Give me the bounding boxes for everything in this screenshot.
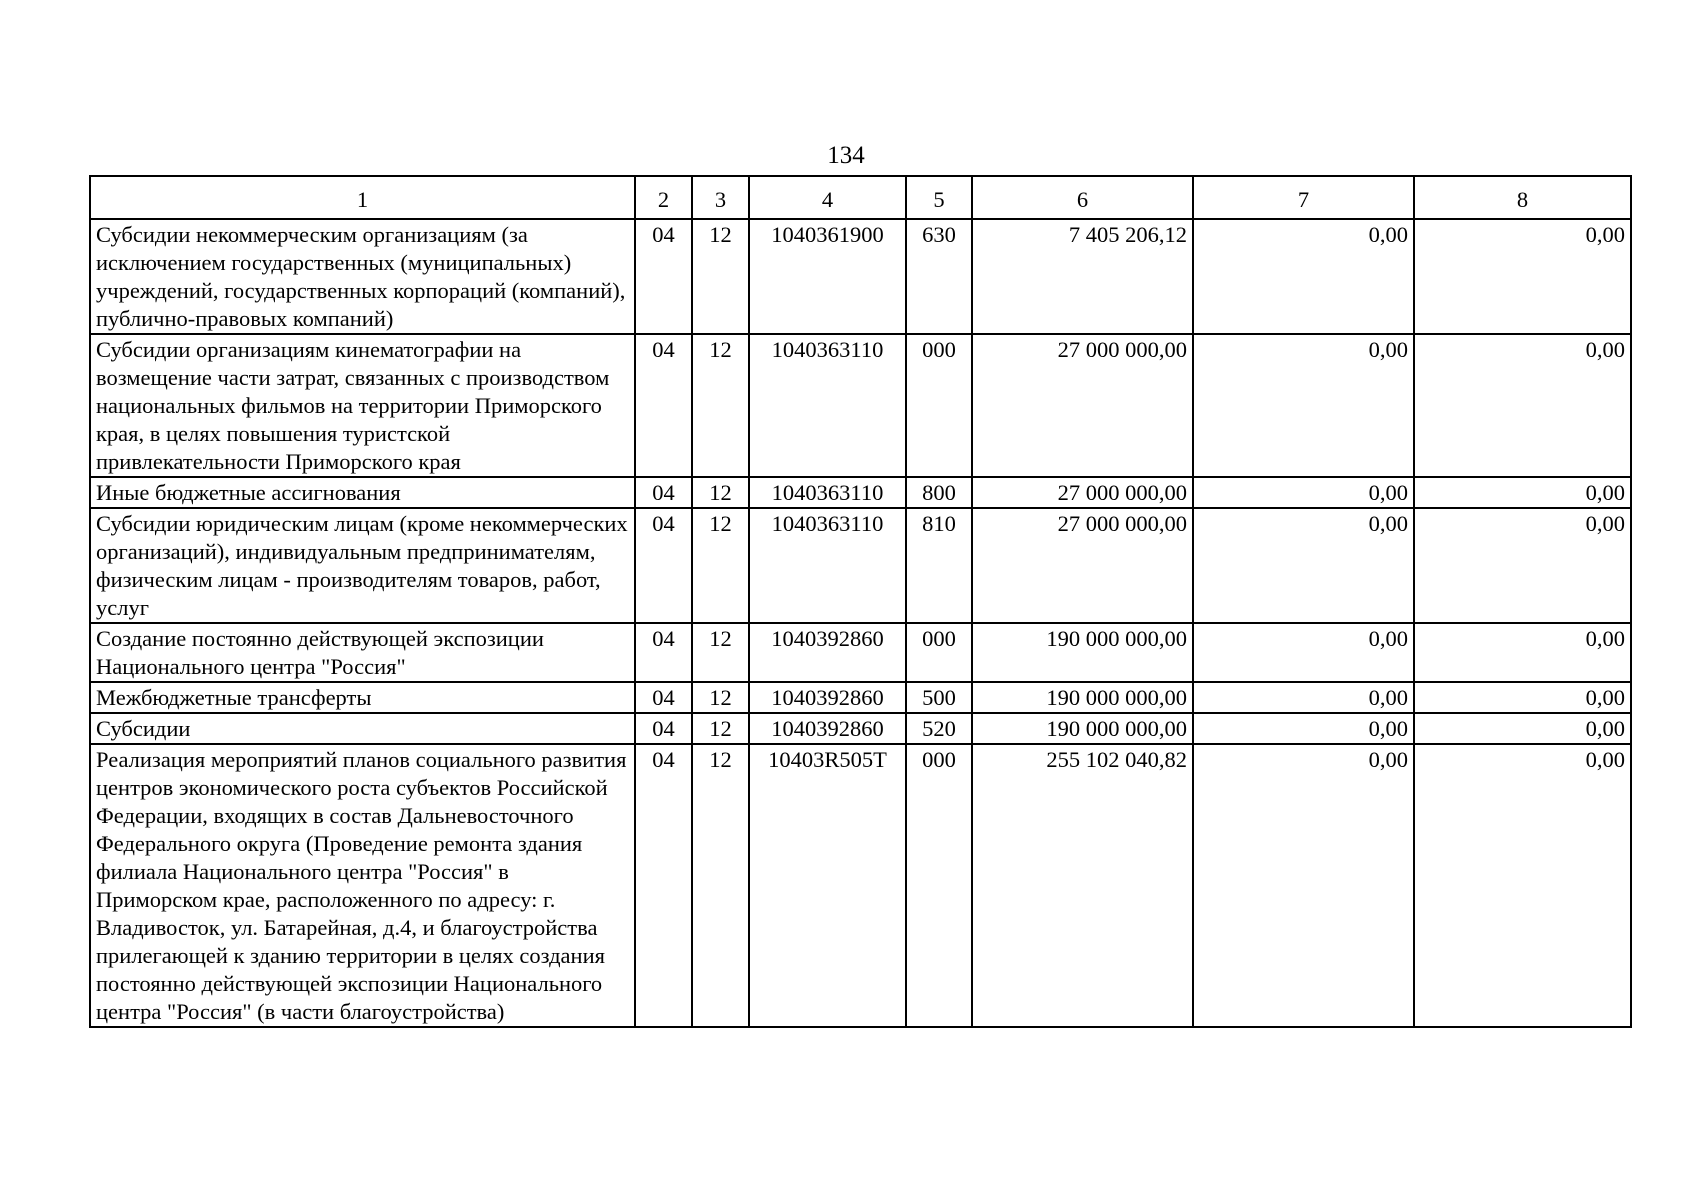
header-cell-8: 8	[1414, 176, 1631, 219]
section-code: 04	[635, 623, 692, 682]
header-cell-5: 5	[906, 176, 972, 219]
subsection-code: 12	[692, 219, 749, 334]
header-cell-6: 6	[972, 176, 1193, 219]
section-code: 04	[635, 744, 692, 1027]
target-article-code: 1040363110	[749, 508, 906, 623]
amount-col-8: 0,00	[1414, 713, 1631, 744]
amount-col-8: 0,00	[1414, 334, 1631, 477]
target-article-code: 1040361900	[749, 219, 906, 334]
expense-name: Субсидии организациям кинематографии на возмещение части затрат, связанных с производством национальных фильмов на территории Приморского края, в целях повышения туристской привлекательности Приморского края	[90, 334, 635, 477]
amount-col-7: 0,00	[1193, 744, 1414, 1027]
budget-table	[89, 175, 1632, 1028]
table-row	[90, 713, 1631, 744]
amount-col-7: 0,00	[1193, 682, 1414, 713]
expense-name: Межбюджетные трансферты	[90, 682, 635, 713]
amount-col-6: 190 000 000,00	[972, 713, 1193, 744]
expense-name: Иные бюджетные ассигнования	[90, 477, 635, 508]
expense-type-code: 810	[906, 508, 972, 623]
section-code: 04	[635, 682, 692, 713]
amount-col-6: 190 000 000,00	[972, 623, 1193, 682]
table-row	[90, 334, 1631, 477]
header-cell-3: 3	[692, 176, 749, 219]
amount-col-6: 190 000 000,00	[972, 682, 1193, 713]
target-article-code: 1040392860	[749, 713, 906, 744]
expense-type-code: 630	[906, 219, 972, 334]
amount-col-8: 0,00	[1414, 219, 1631, 334]
subsection-code: 12	[692, 623, 749, 682]
amount-col-6: 7 405 206,12	[972, 219, 1193, 334]
page-number: 134	[827, 142, 865, 169]
amount-col-6: 255 102 040,82	[972, 744, 1193, 1027]
expense-type-code: 000	[906, 744, 972, 1027]
amount-col-6: 27 000 000,00	[972, 334, 1193, 477]
amount-col-7: 0,00	[1193, 219, 1414, 334]
table-row	[90, 682, 1631, 713]
header-row	[90, 176, 1631, 219]
target-article-code: 1040363110	[749, 477, 906, 508]
subsection-code: 12	[692, 713, 749, 744]
expense-type-code: 800	[906, 477, 972, 508]
table-row	[90, 477, 1631, 508]
amount-col-8: 0,00	[1414, 682, 1631, 713]
amount-col-7: 0,00	[1193, 508, 1414, 623]
amount-col-8: 0,00	[1414, 477, 1631, 508]
section-code: 04	[635, 508, 692, 623]
target-article-code: 1040363110	[749, 334, 906, 477]
table-row	[90, 623, 1631, 682]
amount-col-8: 0,00	[1414, 744, 1631, 1027]
header-cell-2: 2	[635, 176, 692, 219]
expense-name: Субсидии	[90, 713, 635, 744]
expense-name: Субсидии юридическим лицам (кроме некоммерческих организаций), индивидуальным предпринимателям, физическим лицам - производителям товаров, работ, услуг	[90, 508, 635, 623]
expense-name: Создание постоянно действующей экспозиции Национального центра "Россия"	[90, 623, 635, 682]
section-code: 04	[635, 334, 692, 477]
expense-type-code: 500	[906, 682, 972, 713]
amount-col-7: 0,00	[1193, 477, 1414, 508]
expense-type-code: 520	[906, 713, 972, 744]
subsection-code: 12	[692, 744, 749, 1027]
section-code: 04	[635, 713, 692, 744]
subsection-code: 12	[692, 334, 749, 477]
header-cell-1: 1	[90, 176, 635, 219]
table-row	[90, 744, 1631, 1027]
target-article-code: 10403R505T	[749, 744, 906, 1027]
amount-col-7: 0,00	[1193, 623, 1414, 682]
subsection-code: 12	[692, 508, 749, 623]
target-article-code: 1040392860	[749, 623, 906, 682]
expense-name: Субсидии некоммерческим организациям (за исключением государственных (муниципальных) учреждений, государственных корпораций (компаний), публично-правовых компаний)	[90, 219, 635, 334]
amount-col-6: 27 000 000,00	[972, 508, 1193, 623]
table-row	[90, 508, 1631, 623]
expense-type-code: 000	[906, 623, 972, 682]
table-row	[90, 219, 1631, 334]
expense-name: Реализация мероприятий планов социального развития центров экономического роста субъектов Российской Федерации, входящих в состав Дальневосточного Федерального округа (Проведение ремонта здания филиала Национального центра "Россия" в Приморском крае, расположенного по адресу: г. Владивосток, ул. Батарейная, д.4, и благоустройства прилегающей к зданию территории в целях создания постоянно действующей экспозиции Национального центра "Россия" (в части благоустройства)	[90, 744, 635, 1027]
header-cell-7: 7	[1193, 176, 1414, 219]
header-cell-4: 4	[749, 176, 906, 219]
target-article-code: 1040392860	[749, 682, 906, 713]
amount-col-8: 0,00	[1414, 623, 1631, 682]
subsection-code: 12	[692, 477, 749, 508]
section-code: 04	[635, 477, 692, 508]
amount-col-8: 0,00	[1414, 508, 1631, 623]
amount-col-6: 27 000 000,00	[972, 477, 1193, 508]
expense-type-code: 000	[906, 334, 972, 477]
amount-col-7: 0,00	[1193, 334, 1414, 477]
subsection-code: 12	[692, 682, 749, 713]
amount-col-7: 0,00	[1193, 713, 1414, 744]
section-code: 04	[635, 219, 692, 334]
